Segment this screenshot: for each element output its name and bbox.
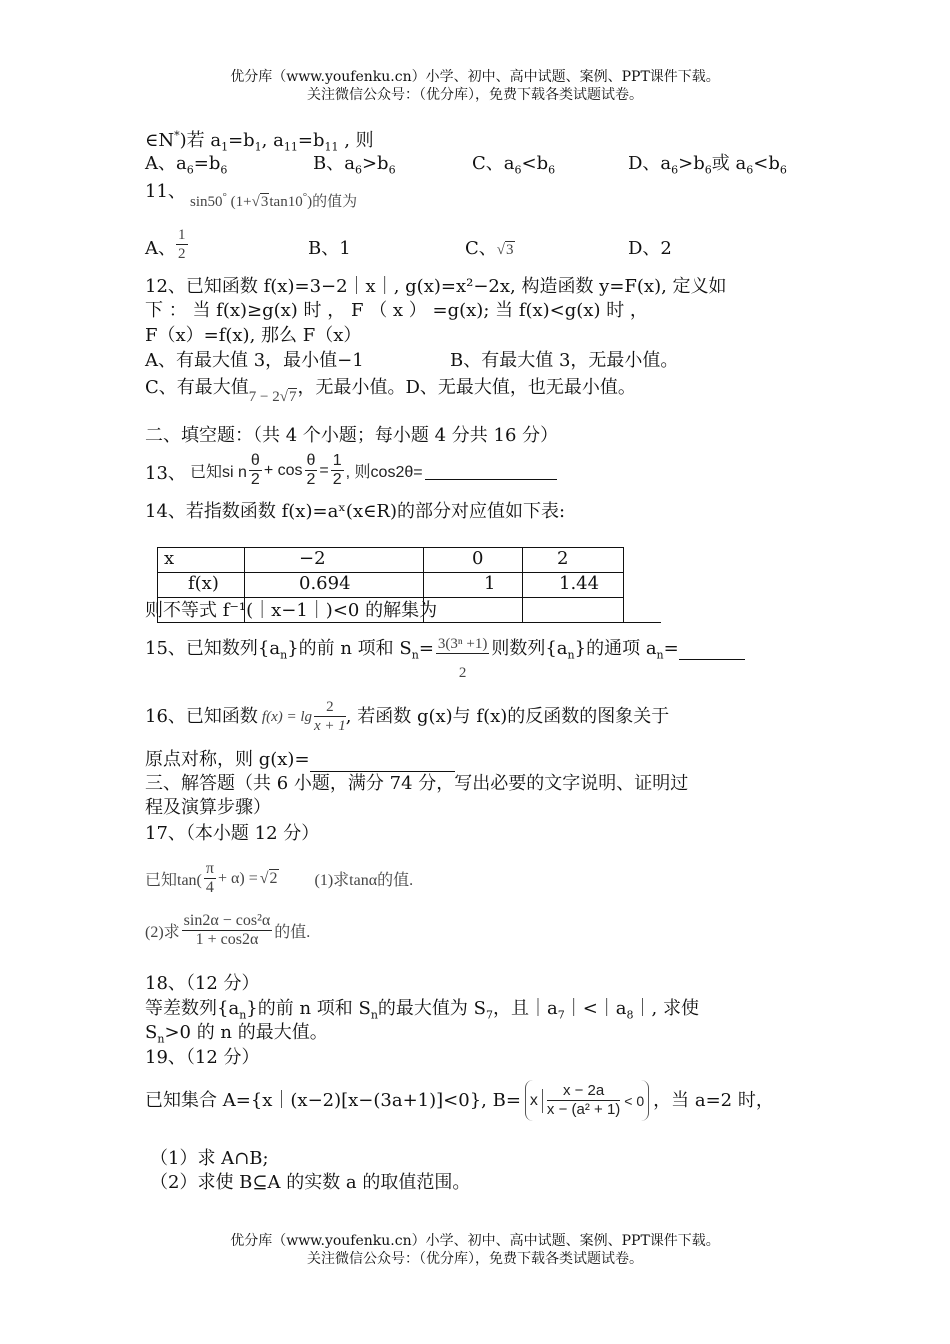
section-3-line-2: 程及演算步骤） <box>145 797 271 818</box>
q13-number: 13、 <box>145 463 186 484</box>
q17-part-2: (2)求 $\frac{\text{sin2α − cos²α}}{1 + \cos 2\alpha}$ 的值. <box>145 912 311 948</box>
q19-heading: 19、（12 分） <box>145 1047 260 1068</box>
q16-line-2: 原点对称，则 g(x)= <box>145 748 455 772</box>
q10-option-a: A、$a_6=b_6$ <box>145 153 228 177</box>
q19-part-2: （2）求使 B⊆A 的实数 a 的取值范围。 <box>150 1172 471 1193</box>
q12-option-a: A、有最大值 3，最小值−1 <box>145 350 364 371</box>
table-cell: 0.694 <box>245 573 424 598</box>
q16-answer-blank <box>310 751 455 772</box>
header-line-1: 优分库（www.youfenku.cn）小学、初中、高中试题、案例、PPT课件下载。 <box>230 69 720 85</box>
q10-option-c: C、$a_6<b_6$ <box>472 153 556 177</box>
q12-line-2: 下 ： 当 f(x)≥g(x) 时 ， F （ x ） =g(x); 当 f(x)<g(x) 时 ， <box>145 300 648 321</box>
q11-option-a-label: A、 <box>145 238 176 259</box>
q18-line-2: $S_n>0$ 的 n 的最大值。 <box>145 1022 328 1046</box>
q11-option-d: D、2 <box>628 238 672 259</box>
footer-line-1: 优分库（www.youfenku.cn）小学、初中、高中试题、案例、PPT课件下载。 <box>230 1233 720 1249</box>
q11-number: 11、 <box>145 181 186 202</box>
footer-line-2: 关注微信公众号：（优分库），免费下载各类试题试卷。 <box>307 1251 643 1267</box>
q18-heading: 18、（12 分） <box>145 973 260 994</box>
table-cell: 2 <box>523 548 624 573</box>
table-row <box>158 573 624 598</box>
table-cell: 0 <box>424 548 523 573</box>
table-cell: −2 <box>245 548 424 573</box>
q19-line-1: 已知集合 A={x｜(x−2)[x−(3a+1)]<0}, B= x $\frac{x - 2a}{\text{x − (a² + 1)}}$ < 0 ，当 a=2 时， <box>145 1080 774 1121</box>
q12-line-1: 12、已知函数 f(x)=3−2｜x｜, g(x)=x²−2x, 构造函数 y=F(x), 定义如 <box>145 276 727 297</box>
q13-answer-blank <box>425 461 557 480</box>
table-cell: 1.44 <box>523 573 624 598</box>
q19-part-1: （1）求 A∩B; <box>150 1148 269 1169</box>
q12-option-c-d: C、有最大值$_{7 - 2√7}$，无最小值。D、无最大值，也无最小值。 <box>145 377 636 405</box>
q15-answer-blank <box>679 637 745 660</box>
q17-given: 已知tan( $\frac{\pi}{4}$ + α) = √2 (1)求tanα的值. <box>145 860 414 896</box>
q10-stem: ∈N*)若 $a_1=b_1$, $a_{11}=b_{11}$ , 则 <box>145 129 374 154</box>
q10-option-d: D、$a_6>b_6$或 $a_6<b_6$ <box>628 153 787 177</box>
q10-option-b: B、$a_6>b_6$ <box>313 153 396 177</box>
q11-option-b: B、1 <box>308 238 351 259</box>
q19-set-b: x $\frac{x - 2a}{\text{x − (a² + 1)}}$ < 0 <box>525 1080 649 1121</box>
table-cell: x <box>158 548 245 573</box>
q11-option-c: C、√3 <box>465 238 514 259</box>
q13-expression: 已知si n $\frac{\theta}{2}$ + cos $\frac{\theta}{2}$ = $\frac{1}{2}$ , 则cos2θ= <box>190 452 557 489</box>
q14-inequality: 则不等式 f⁻¹(｜x−1｜)<0 的解集为 <box>145 599 661 623</box>
table-cell: 1 <box>424 573 523 598</box>
q18-line-1: 等差数列$\{a_n\}$的前 n 项和 $S_n$的最大值为 $S_7$，且$|a_7|<|a_8|$, 求使 <box>145 998 699 1022</box>
section-3-line-1: 三、解答题（共 6 小题，满分 74 分，写出必要的文字说明、证明过 <box>145 773 689 794</box>
section-2-title: 二、填空题：（共 4 个小题；每小题 4 分共 16 分） <box>145 425 559 446</box>
q16-stem: 16、已知函数 f(x) = lg $\frac{2}{x + 1}$ , 若函数 g(x)与 f(x)的反函数的图象关于 <box>145 699 670 734</box>
q17-heading: 17、（本小题 12 分） <box>145 823 320 844</box>
q11-option-a-fraction: $\frac{1}{2}$ <box>178 227 186 262</box>
header-line-2: 关注微信公众号：（优分库），免费下载各类试题试卷。 <box>307 87 643 103</box>
q14-answer-blank <box>437 602 661 623</box>
q16-fraction: $\frac{2}{x + 1}$ <box>314 699 346 734</box>
table-cell: f(x) <box>158 573 245 598</box>
q12-line-3: F（x）=f(x), 那么 F（x） <box>145 325 362 346</box>
q15-stem: 15、已知数列$\{a_n\}$的前 n 项和 $S_n=$ $\frac{\text{3(3ⁿ +1)}}{2}$ 则数列$\{a_n\}$的通项 $a_n=$ <box>145 637 745 682</box>
q11-expression: sin50° (1+√3tan10°)的值为 <box>190 191 358 210</box>
q15-fraction: $\frac{\text{3(3ⁿ +1)}}{2}$ <box>437 636 488 681</box>
table-row <box>158 548 624 573</box>
q14-stem: 14、若指数函数 f(x)=aˣ(x∈R)的部分对应值如下表: <box>145 501 566 522</box>
q17-fraction: $\frac{\text{sin2α − cos²α}}{1 + \cos 2\alpha}$ <box>183 912 271 948</box>
q12-option-b: B、有最大值 3，无最小值。 <box>450 350 679 371</box>
